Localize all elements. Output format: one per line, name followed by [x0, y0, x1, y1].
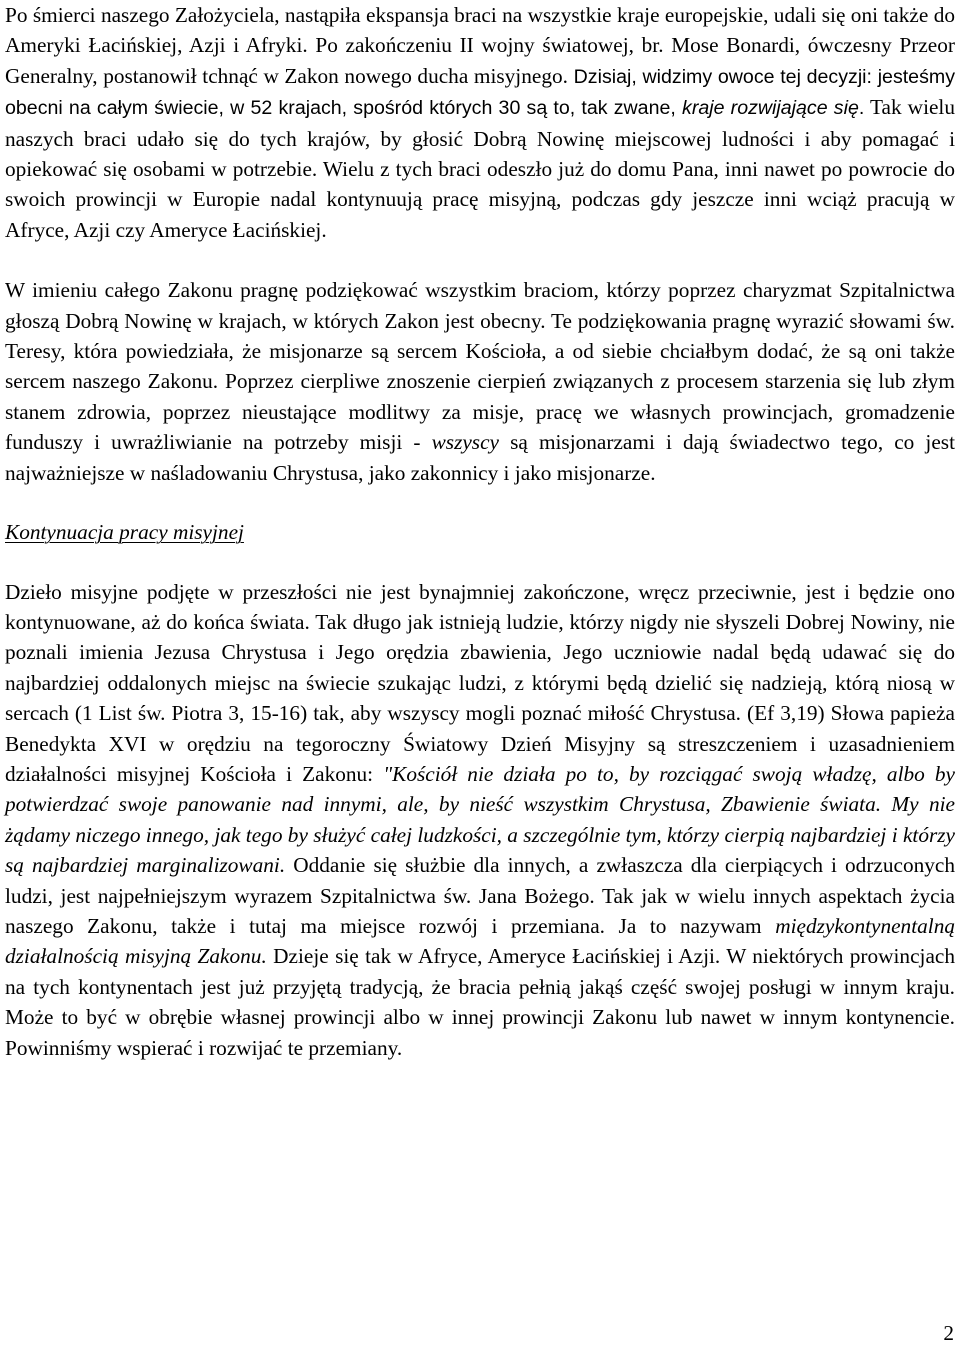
paragraph-thanks	[5, 275, 955, 488]
sentence: Powinniśmy wspierać i rozwijać te przemiany.	[5, 1035, 403, 1060]
sentence: Może to być w obrębie własnej prowincji albo w innej prowincji Zakonu lub nawet w innym kontynencie.	[5, 1005, 955, 1030]
sentence: Dzieło misyjne podjęte w przeszłości nie jest bynajmniej zakończone, wręcz przeciwnie, jest i będzie ono kontynuowane, aż do końca świata.	[5, 579, 955, 634]
sentence: W niektórych prowincjach na tych kontynentach jest już przyjętą tradycją, że bracia pełnią jakąś część swojej posługi w innym kraju.	[5, 944, 955, 999]
italic-quote: My nie żądamy niczego innego, jak tego by służyć całej ludzkości, a szczególnie tym, którzy cierpią najbardziej i którzy są najbardziej marginalizowani.	[5, 792, 955, 878]
page-number: 2	[943, 1321, 954, 1345]
document-page	[5, 0, 955, 1063]
sentence: Poprzez cierpliwe znoszenie cierpień związanych z procesem starzenia się lub złym stanem zdrowia, poprzez nieustające modlitwy za misje, pracę we własnych prowincjach, gromadzenie funduszy i uwrażliwianie na potrzeby misji -	[5, 369, 955, 455]
sentence: Ja to nazywam	[604, 913, 776, 938]
sentence-end: .	[858, 97, 865, 120]
sentence: Tak jak w wielu innych aspektach życia naszego Zakonu, także i tutaj ma miejsce rozwój i przemiana.	[5, 883, 955, 938]
sentence: Wielu z tych braci odeszło już do domu Pana, inni nawet po powrocie do swoich prowincji w Europie nadal kontynuują pracę misyjną, podczas gdy jeszcze inni wciąż pracują w Afryce, Azji czy Ameryce Łacińskiej.	[5, 157, 955, 242]
section-heading: Kontynuacja pracy misyjnej	[5, 520, 244, 545]
paragraph-mission-continuation	[5, 577, 955, 1064]
paragraph-expansion	[5, 0, 955, 245]
sentence-end: są misjonarzami i dają świadectwo tego, co jest najważniejsze w naśladowaniu Chrystusa, jako zakonnicy i jako misjonarze.	[5, 430, 955, 485]
sentence: Po śmierci naszego Założyciela, nastąpiła ekspansja braci na wszystkie kraje europejskie, udali się oni także do Ameryki Łacińskiej, Azji i Afryki. Po zakończeniu II wojny światowej, br. Mose Bonardi, ówczesny Przeor Generalny, postanowił tchnąć w Zakon nowego ducha misyjnego.	[5, 3, 955, 88]
sentence: Oddanie się służbie dla innych, a zwłaszcza dla cierpiących i odrzuconych ludzi, jest najpełniejszym wyrazem Szpitalnictwa św. Jana Bożego.	[5, 853, 956, 908]
sentence: (Ef 3,19) Słowa papieża Benedykta XVI w orędziu na tegoroczny Światowy Dzień Misyjny są streszczeniem i uzasadnieniem działalności misyjnej Kościoła i Zakonu:	[5, 701, 955, 786]
sentence: Teresy, która powiedziała, że misjonarze są sercem Kościoła, a od siebie chciałbym dodać, że są oni także sercem naszego Zakonu.	[5, 339, 955, 394]
italic-phrase: wszyscy	[431, 430, 500, 455]
italic-phrase: międzykontynentalną działalnością misyjną Zakonu.	[5, 913, 955, 969]
sentence: W imieniu całego Zakonu pragnę podziękować wszystkim braciom, którzy poprzez charyzmat Szpitalnictwa głoszą Dobrą Nowinę w krajach, w których Zakon jest obecny. Te podziękowania pragnę wyrazić słowami św.	[5, 278, 955, 333]
sentence: Dzisiaj, widzimy owoce tej decyzji: jesteśmy obecni na całym świecie, w 52 krajach, spośród których 30 są to, tak zwane,	[5, 65, 955, 120]
sentence: Tak wielu naszych braci udało się do tych krajów, by głosić Dobrą Nowinę miejscowej ludności i aby pomagać i opiekować się osobami w potrzebie.	[5, 95, 955, 182]
sentence: Tak długo jak istnieją ludzie, którzy nigdy nie słyszeli Dobrej Nowiny, nie poznali imienia Jezusa Chrystusa i Jego orędzia zbawienia, Jego uczniowie nadal będą udawać się do najbardziej oddalonych miejsc na świecie szukając ludzi, z którymi będą dzielić się nadzieją, którą niosą w sercach (1 List św. Piotra 3, 15-16) tak, aby wszyscy mogli poznać miłość Chrystusa.	[5, 609, 956, 726]
italic-quote: "Kościół nie działa po to, by rozciągać swoją władzę, albo by potwierdzać swoje panowanie nad innymi, ale, by nieść wszystkim Chrystusa, Zbawienie świata.	[5, 761, 955, 817]
italic-phrase: kraje rozwijające się	[682, 97, 859, 120]
sentence: Dzieje się tak w Afryce, Ameryce Łacińskiej i Azji.	[266, 944, 721, 969]
